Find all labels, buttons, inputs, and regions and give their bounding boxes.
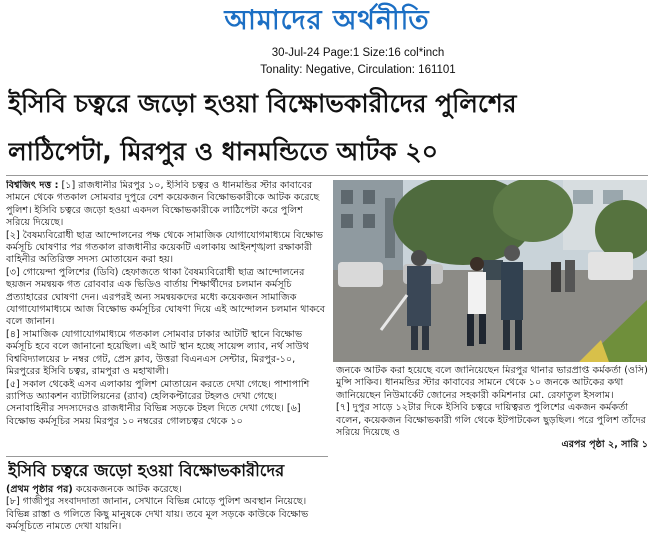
clipping-meta-tonality: Tonality: Negative, Circulation: 161101 <box>260 64 456 76</box>
protest-street-photo <box>333 180 647 362</box>
article-left-column <box>6 180 326 453</box>
article-paragraph: জনকে আটক করা হয়েছে বলে জানিয়েছেন মিরপুর থানার ভারপ্রাপ্ত কর্মকর্তা (ওসি) মুন্সি সাকিব। ধানমন্ডির স্টার কাবাবের সামনে থেকে ১০ জনকে আটকের কথা জানিয়েছেন নিউমার্কেট জোনের সহকারী কমিশনার মো. রেফাতুল ইসলাম। <box>336 365 648 401</box>
paragraph-text: [১] রাজধানীর মিরপুর ১০, ইসিবি চত্বর ও ধানমন্ডির স্টার কাবাবের সামনে থেকে গতকাল সোমবার দুপুরে বেশ কয়েকজন বিক্ষোভকারীকে আটক করেছে পুলিশ। ইসিবি চত্বরে জড়ো হওয়া একদল বিক্ষোভকারীকে লাঠিপেটা করে পুলিশ সরিয়ে দিয়েছে। <box>6 180 320 229</box>
article-paragraph: [৮] গাজীপুর সংবাদদাতা জানান, সেখানে বিভিন্ন মোড়ে পুলিশ অবস্থান নিয়েছে। বিভিন্ন রাস্তা ও গলিতে কিছু মানুষকে দেখা যায়। তবে মূল সড়কে কাউকে বিক্ষোভ কর্মসূচিতে নামতে দেখা যায়নি। <box>6 496 309 533</box>
article-paragraph: [৫] সকাল থেকেই এসব এলাকায় পুলিশ মোতায়েন করতে দেখা গেছে। পাশাপাশি র‍্যাপিড অ্যাকশন ব্যাটালিয়নের (র‍্যাব) হেলিকপ্টারের টহলও দেখা গেছে। সেনাবাহিনীর সদস্যদেরও রাজধানীর বিভিন্ন সড়কে টহল দিতে দেখা গেছে। [৬] বিক্ষোভ কর্মসূচির সময় মিরপুর ১০ নম্বরের গোলচত্বর থেকে ১০ <box>6 378 310 427</box>
continuation-headline: ইসিবি চত্বরে জড়ো হওয়া বিক্ষোভকারীদের <box>8 461 285 480</box>
clipping-meta-date-page: 30-Jul-24 Page:1 Size:16 col*inch <box>271 47 445 59</box>
headline-divider <box>6 175 648 176</box>
article-paragraph <box>6 180 326 230</box>
newspaper-masthead: আমাদের অর্থনীতি <box>224 5 430 36</box>
article-paragraph: [৩] গোয়েন্দা পুলিশের (ডিবি) হেফাজতে থাকা বৈষম্যবিরোধী ছাত্র আন্দোলনের ছয়জন সমন্বয়ক গত রোববার এক ভিডিও বার্তায় শিক্ষার্থীদের চলমান কর্মসূচি প্রত্যাহারের ঘোষণা দেন। এরপরই অন্য সমন্বয়কদের মধ্যে কয়েকজন সামাজিক যোগাযোগমাধ্যমে আজ বিক্ষোভ কর্মসূচির ঘোষণা দিয়ে এই আন্দোলন চলমান থাকবে বলে জানান। <box>6 266 326 328</box>
continuation-divider <box>6 456 328 457</box>
article-paragraph: [৭] দুপুর সাড়ে ১২টার দিকে ইসিবি চত্বরে দায়িত্বরত পুলিশের একজন কর্মকর্তা বলেন, কয়েকজন বিক্ষোভকারী গলি থেকে ইটপাটকেল ছুড়ছিল। পরে পুলিশ তাঁদের সরিয়ে দিয়েছে ও <box>336 402 646 439</box>
byline: বিশ্বজিৎ দত্ত : <box>6 180 59 191</box>
headline-line-1: ইসিবি চত্বরে জড়ো হওয়া বিক্ষোভকারীদের পুলিশের <box>8 89 517 118</box>
continuation-column <box>6 484 328 544</box>
article-right-column <box>336 365 648 499</box>
article-paragraph: [২] বৈষম্যবিরোধী ছাত্র আন্দোলনের পক্ষ থেকে সামাজিক যোগাযোগমাধ্যমে বিক্ষোভ কর্মসূচি ঘোষণার পর গতকাল রাজধানীর কয়েকটি এলাকায় আইনশৃঙ্খলা রক্ষাকারী বাহিনীর অতিরিক্ত সদস্য মোতায়েন করা হয়। <box>6 229 324 266</box>
article-paragraph <box>6 484 328 496</box>
continued-on-page-note: এরপর পৃষ্ঠা ২, সারি ১ <box>561 439 648 451</box>
continuation-lead: কয়েকজনকে আটক করেছে। <box>75 484 182 495</box>
news-photo <box>333 180 647 362</box>
continued-from-label: (প্রথম পৃষ্ঠার পর) <box>6 484 73 495</box>
headline-line-2: লাঠিপেটা, মিরপুর ও ধানমন্ডিতে আটক ২০ <box>8 137 438 166</box>
article-paragraph: [৪] সামাজিক যোগাযোগমাধ্যমে গতকাল সোমবার ঢাকার আটটি স্থানে বিক্ষোভ কর্মসূচি হবে বলে জানানো হয়েছিল। এই আট স্থান হচ্ছে সায়েন্স ল্যাব, নর্থ সাউথ বিশ্ববিদ্যালয়ের ৮ নম্বর গেট, প্রেস ক্লাব, উত্তরা বিএনএস সেন্টার, মিরপুর-১০, মিরপুরের ইসিবি চত্বর, রামপুরা ও মহাখালী। <box>6 328 309 378</box>
